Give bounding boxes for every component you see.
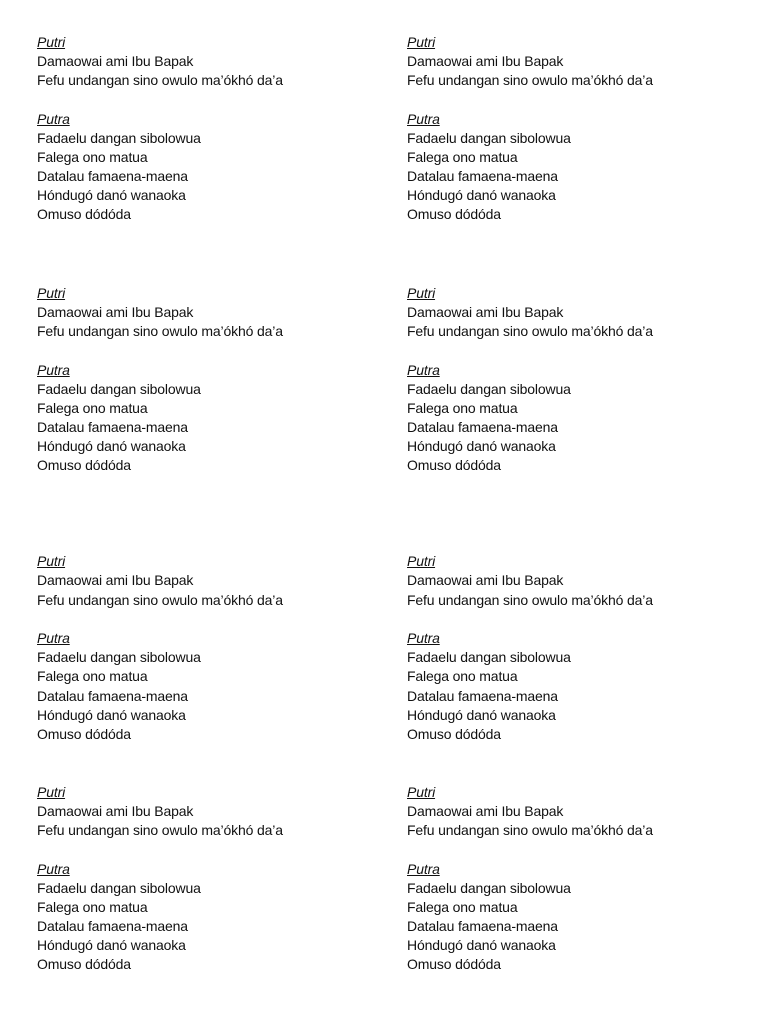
putri-line: Fefu undangan sino owulo ma’ókhó da’a bbox=[37, 323, 283, 339]
putri-line: Damaowai ami Ibu Bapak bbox=[37, 304, 194, 320]
putra-line: Fadaelu dangan sibolowua bbox=[37, 381, 201, 397]
putra-line: Datalau famaena-maena bbox=[37, 918, 188, 934]
putra-line: Fadaelu dangan sibolowua bbox=[407, 130, 571, 146]
putra-line: Omuso dódóda bbox=[37, 956, 131, 972]
putra-line: Omuso dódóda bbox=[37, 457, 131, 473]
putra-line: Hóndugó danó wanaoka bbox=[407, 438, 556, 454]
putri-line: Fefu undangan sino owulo ma’ókhó da’a bbox=[407, 592, 653, 608]
putra-heading: Putra bbox=[407, 111, 440, 127]
putra-line: Omuso dódóda bbox=[407, 956, 501, 972]
putri-heading: Putri bbox=[37, 553, 66, 569]
putra-heading: Putra bbox=[407, 630, 440, 646]
putra-line: Omuso dódóda bbox=[407, 457, 501, 473]
putri-heading: Putri bbox=[407, 285, 436, 301]
putri-line: Damaowai ami Ibu Bapak bbox=[37, 53, 194, 69]
putra-line: Fadaelu dangan sibolowua bbox=[407, 649, 571, 665]
putra-line: Falega ono matua bbox=[407, 149, 518, 165]
putra-line: Hóndugó danó wanaoka bbox=[407, 937, 556, 953]
putra-line: Falega ono matua bbox=[37, 149, 148, 165]
putri-line: Fefu undangan sino owulo ma’ókhó da’a bbox=[407, 72, 653, 88]
putra-line: Falega ono matua bbox=[407, 899, 518, 915]
putri-line: Fefu undangan sino owulo ma’ókhó da’a bbox=[37, 592, 283, 608]
putra-line: Omuso dódóda bbox=[37, 206, 131, 222]
putra-line: Hóndugó danó wanaoka bbox=[407, 187, 556, 203]
putra-line: Datalau famaena-maena bbox=[37, 168, 188, 184]
putra-line: Fadaelu dangan sibolowua bbox=[37, 880, 201, 896]
putri-line: Fefu undangan sino owulo ma’ókhó da’a bbox=[37, 72, 283, 88]
putri-heading: Putri bbox=[37, 784, 66, 800]
putri-line: Fefu undangan sino owulo ma’ókhó da’a bbox=[37, 822, 283, 838]
putri-line: Damaowai ami Ibu Bapak bbox=[37, 803, 194, 819]
putra-line: Falega ono matua bbox=[407, 400, 518, 416]
putra-line: Datalau famaena-maena bbox=[407, 918, 558, 934]
putra-heading: Putra bbox=[407, 861, 440, 877]
putra-line: Falega ono matua bbox=[37, 899, 148, 915]
putra-line: Fadaelu dangan sibolowua bbox=[407, 880, 571, 896]
putri-line: Fefu undangan sino owulo ma’ókhó da’a bbox=[407, 822, 653, 838]
putra-line: Omuso dódóda bbox=[407, 206, 501, 222]
putra-line: Datalau famaena-maena bbox=[37, 688, 188, 704]
putra-line: Datalau famaena-maena bbox=[407, 419, 558, 435]
putra-line: Falega ono matua bbox=[37, 400, 148, 416]
putra-line: Falega ono matua bbox=[37, 668, 148, 684]
putri-heading: Putri bbox=[407, 784, 436, 800]
putra-line: Fadaelu dangan sibolowua bbox=[37, 649, 201, 665]
putra-heading: Putra bbox=[407, 362, 440, 378]
putra-line: Falega ono matua bbox=[407, 668, 518, 684]
putra-line: Fadaelu dangan sibolowua bbox=[407, 381, 571, 397]
putra-line: Omuso dódóda bbox=[37, 726, 131, 742]
putra-line: Hóndugó danó wanaoka bbox=[37, 707, 186, 723]
putra-line: Datalau famaena-maena bbox=[407, 168, 558, 184]
putri-heading: Putri bbox=[407, 34, 436, 50]
putra-heading: Putra bbox=[37, 111, 70, 127]
putri-line: Damaowai ami Ibu Bapak bbox=[407, 304, 564, 320]
putra-line: Hóndugó danó wanaoka bbox=[37, 187, 186, 203]
putra-line: Hóndugó danó wanaoka bbox=[37, 438, 186, 454]
putra-line: Fadaelu dangan sibolowua bbox=[37, 130, 201, 146]
putra-heading: Putra bbox=[37, 630, 70, 646]
putra-line: Datalau famaena-maena bbox=[37, 419, 188, 435]
putri-heading: Putri bbox=[407, 553, 436, 569]
putri-line: Damaowai ami Ibu Bapak bbox=[407, 53, 564, 69]
putri-heading: Putri bbox=[37, 34, 66, 50]
putra-heading: Putra bbox=[37, 362, 70, 378]
putra-heading: Putra bbox=[37, 861, 70, 877]
putri-line: Damaowai ami Ibu Bapak bbox=[407, 803, 564, 819]
putra-line: Omuso dódóda bbox=[407, 726, 501, 742]
putri-line: Damaowai ami Ibu Bapak bbox=[37, 572, 194, 588]
putra-line: Hóndugó danó wanaoka bbox=[37, 937, 186, 953]
putra-line: Hóndugó danó wanaoka bbox=[407, 707, 556, 723]
putri-line: Damaowai ami Ibu Bapak bbox=[407, 572, 564, 588]
putra-line: Datalau famaena-maena bbox=[407, 688, 558, 704]
putri-line: Fefu undangan sino owulo ma’ókhó da’a bbox=[407, 323, 653, 339]
putri-heading: Putri bbox=[37, 285, 66, 301]
